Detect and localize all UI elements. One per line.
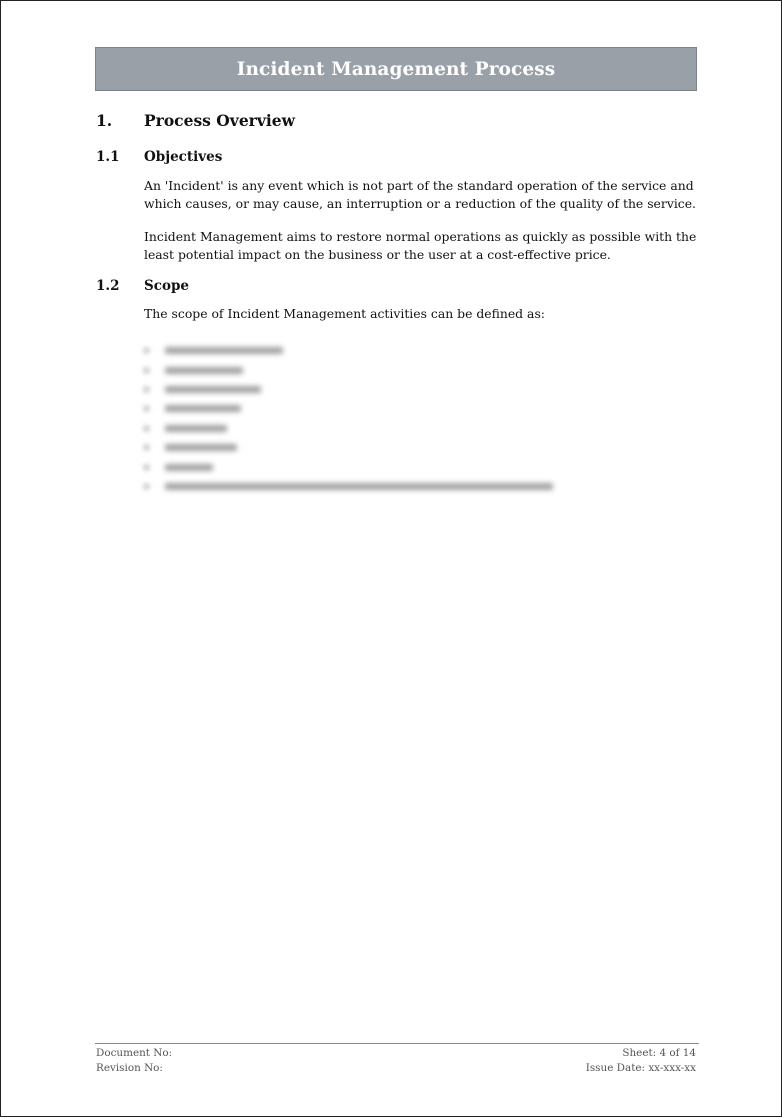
section-number: 1. — [96, 111, 113, 130]
list-item — [144, 341, 604, 360]
section-title: Process Overview — [144, 111, 295, 130]
footer-sheet-number: Sheet: 4 of 14 — [622, 1047, 696, 1059]
document-title-banner — [95, 47, 697, 91]
list-item — [144, 457, 604, 476]
bullet-icon — [144, 445, 149, 450]
scope-intro-paragraph: The scope of Incident Management activities can be defined as: — [144, 306, 545, 321]
footer-divider — [95, 1043, 699, 1044]
footer-issue-date: Issue Date: xx-xxx-xx — [585, 1062, 696, 1074]
subsection-heading-objectives — [96, 149, 222, 165]
objectives-paragraph-1: An 'Incident' is any event which is not part of the standard operation of the service and which causes, or may cause, an interruption or a reduction of the quality of the service. — [144, 178, 696, 211]
bullet-icon — [144, 348, 149, 353]
section-heading-process-overview — [96, 111, 295, 130]
bullet-icon — [144, 426, 149, 431]
footer-document-no: Document No: — [96, 1047, 173, 1059]
subsection-heading-scope — [96, 278, 189, 294]
subsection-number: 1.1 — [96, 149, 120, 165]
bullet-icon — [144, 406, 149, 411]
subsection-title: Scope — [144, 278, 190, 294]
blurred-scope-list — [144, 341, 604, 496]
list-item — [144, 419, 604, 438]
bullet-icon — [144, 484, 149, 489]
bullet-icon — [144, 387, 149, 392]
list-item — [144, 438, 604, 457]
footer-revision-no: Revision No: — [96, 1062, 163, 1074]
list-item — [144, 360, 604, 379]
list-item — [144, 477, 604, 496]
list-item — [144, 399, 604, 418]
document-title: Incident Management Process — [236, 58, 556, 80]
list-item — [144, 380, 604, 399]
subsection-number: 1.2 — [96, 278, 120, 294]
objectives-paragraph-2: Incident Management aims to restore normal operations as quickly as possible with the least potential impact on the business or the user at a cost-effective price. — [144, 229, 697, 262]
subsection-title: Objectives — [144, 149, 223, 165]
bullet-icon — [144, 368, 149, 373]
bullet-icon — [144, 465, 149, 470]
